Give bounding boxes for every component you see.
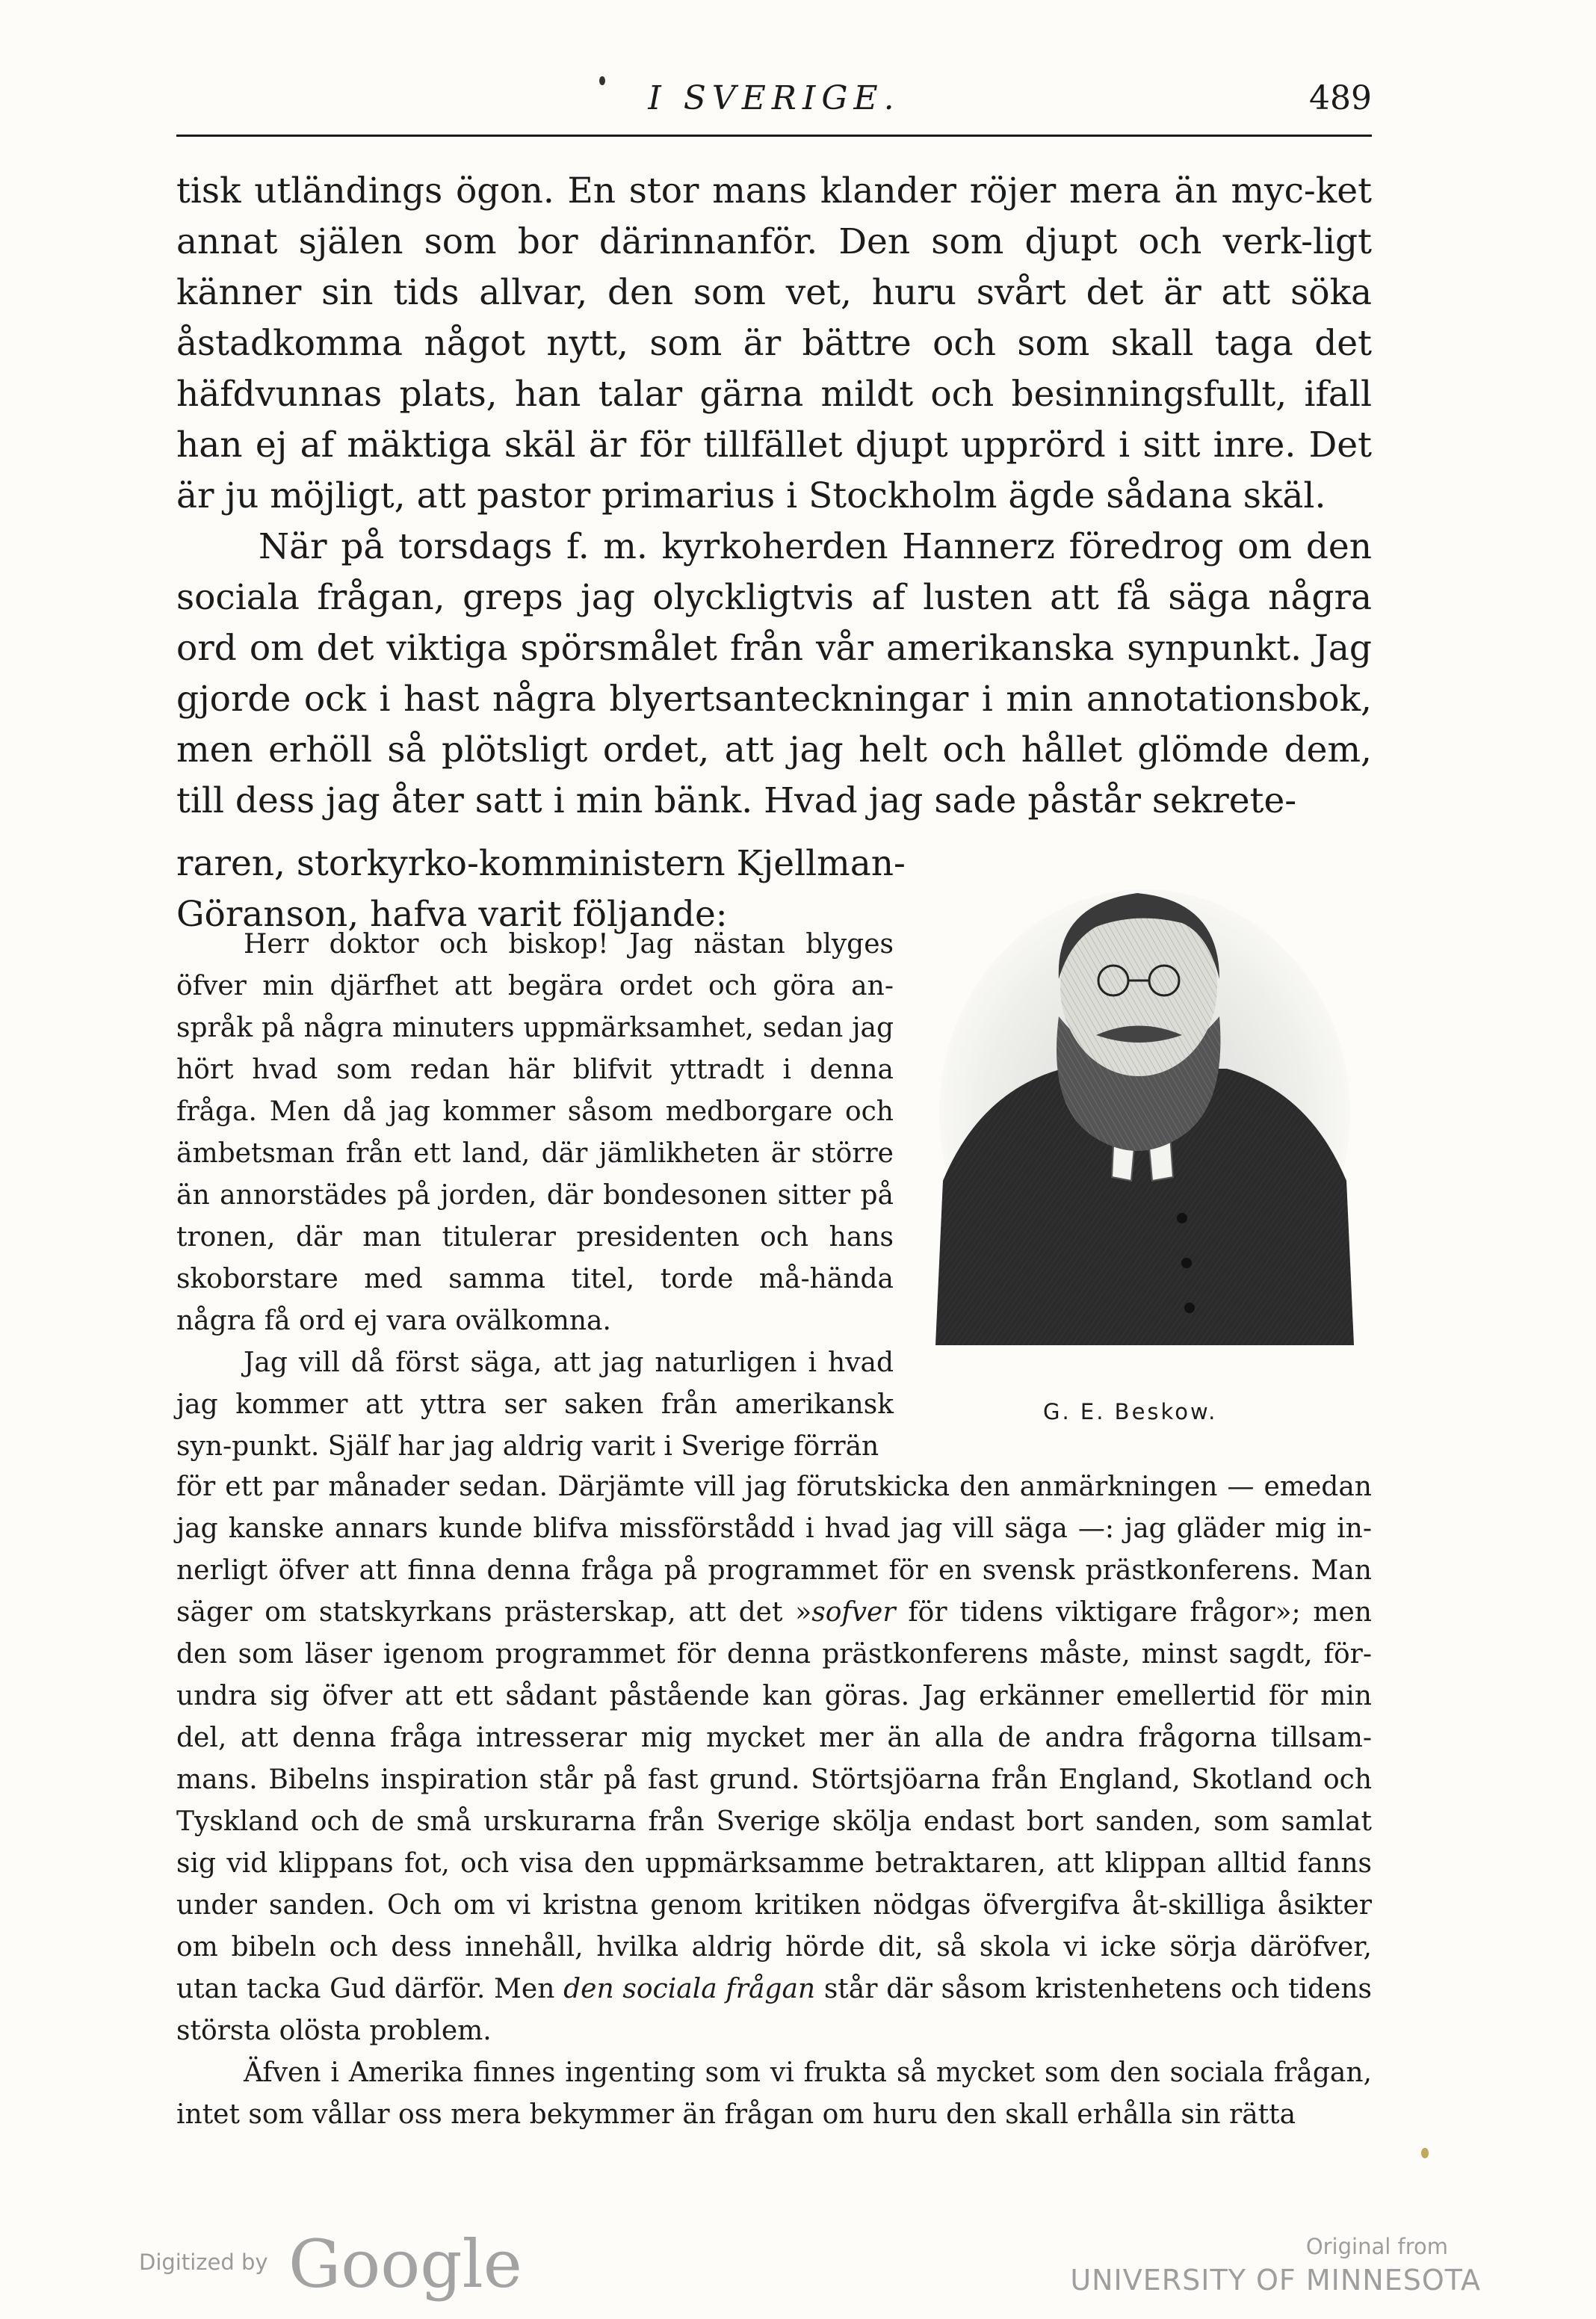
running-header — [176, 75, 1372, 137]
institution-name: UNIVERSITY OF MINNESOTA — [1070, 2264, 1481, 2297]
original-from-label: Original from — [1305, 2234, 1448, 2259]
quote-paragraph: Jag vill då först säga, att jag naturligen i hvad jag kommer att yttra ser saken från amerikansk syn-punkt. Själf har jag aldrig varit i Sverige förrän — [176, 1347, 894, 1462]
quote-paragraph — [176, 1466, 1372, 2052]
portrait-caption: G. E. Beskow. — [1043, 1399, 1218, 1424]
quote-paragraph: Äfven i Amerika finnes ingenting som vi frukta så mycket som den sociala frågan, intet som vållar oss mera bekymmer än frågan om huru den skall erhålla sin rätta — [176, 2057, 1372, 2130]
digitized-by-label: Digitized by — [139, 2249, 268, 2275]
text-line: Göranson, hafva varit följande: — [176, 894, 728, 935]
body-text-top — [176, 166, 1372, 827]
ink-speck — [1421, 2148, 1429, 2158]
page-number: 489 — [1309, 79, 1372, 117]
speech-quote-full — [176, 1466, 1372, 2136]
text-run: står där såsom kristenhetens och tidens största olösta problem. — [176, 1974, 1372, 2046]
running-title: I SVERIGE. — [648, 79, 900, 117]
quote-paragraph: Herr doktor och biskop! Jag nästan blyges öfver min djärfhet att begära ordet och göra an-språk på några minuters uppmärksamhet, sedan jag hört hvad som redan här blifvit yttradt i denna fråga. Men då jag kommer såsom medborgare och ämbetsman från ett land, där jämlikheten är större än annorstädes på jorden, där bondesonen sitter på tronen, där man titulerar presidenten och hans skoborstare med samma titel, torde må-hända några få ord ej vara ovälkomna. — [176, 929, 894, 1336]
source-watermark — [1033, 2232, 1481, 2299]
portrait-engraving — [935, 867, 1354, 1345]
paragraph: tisk utländings ögon. En stor mans klander röjer mera än myc-ket annat själen som bor därinnanför. Den som djupt och verk-ligt känner sin tids allvar, den som vet, huru svårt det är att söka åstadkomma något nytt, som är bättre och som skall taga det häfdvunnas plats, han talar gärna mildt och besinningsfullt, ifall han ej af mäktiga skäl är för tillfället djupt upprörd i sitt inre. Det är ju möjligt, att pastor primarius i Stockholm ägde sådana skäl. — [176, 170, 1372, 516]
emphasis: den sociala frågan — [563, 1974, 816, 2004]
google-logo: Google — [288, 2226, 522, 2303]
speech-quote-narrow — [176, 924, 894, 1468]
text-line: raren, storkyrko-komministern Kjellman- — [176, 843, 906, 884]
text-run: för ett par månader sedan. Därjämte vill jag förutskicka den anmärkningen — emedan jag kanske annars kunde blifva missförstådd i hvad jag vill säga —: jag gläder mig in-nerligt öfver att finna denna fråga på programmet för en svensk prästkonferens. Man säger om statskyrkans prästerskap, att det » — [176, 1472, 1372, 1628]
text-run: för tidens viktigare frågor»; men den som läser igenom programmet för denna prästkonferens måste, minst sagdt, för-undra sig öfver att ett sådant påstående kan göras. Jag erkänner emellertid för min del, att denna fråga intresserar mig mycket mer än alla de andra frågorna tillsam-mans. Bibelns inspiration står på fast grund. Störtsjöarna från England, Skotland och Tyskland och de små urskurarna från Sverige skölja endast bort sanden, som samlat sig vid klippans fot, och visa den uppmärksamme betraktaren, att klippan alltid fanns under sanden. Och om vi kristna genom kritiken nödgas öfvergifva åt-skilliga åsikter om bibeln och dess innehåll, hvilka aldrig hörde dit, så skola vi icke sörja däröfver, utan tacka Gud därför. Men — [176, 1597, 1372, 2004]
emphasis: sofver — [811, 1597, 896, 1628]
paragraph: När på torsdags f. m. kyrkoherden Hannerz föredrog om den sociala frågan, greps jag olyckligtvis af lusten att få säga några ord om det viktiga spörsmålet från vår amerikanska synpunkt. Jag gjorde ock i hast några blyertsanteckningar i min annotationsbok, men erhöll så plötsligt ordet, att jag helt och hållet glömde dem, till dess jag åter satt i min bänk. Hvad jag sade påstår sekrete- — [176, 526, 1372, 821]
